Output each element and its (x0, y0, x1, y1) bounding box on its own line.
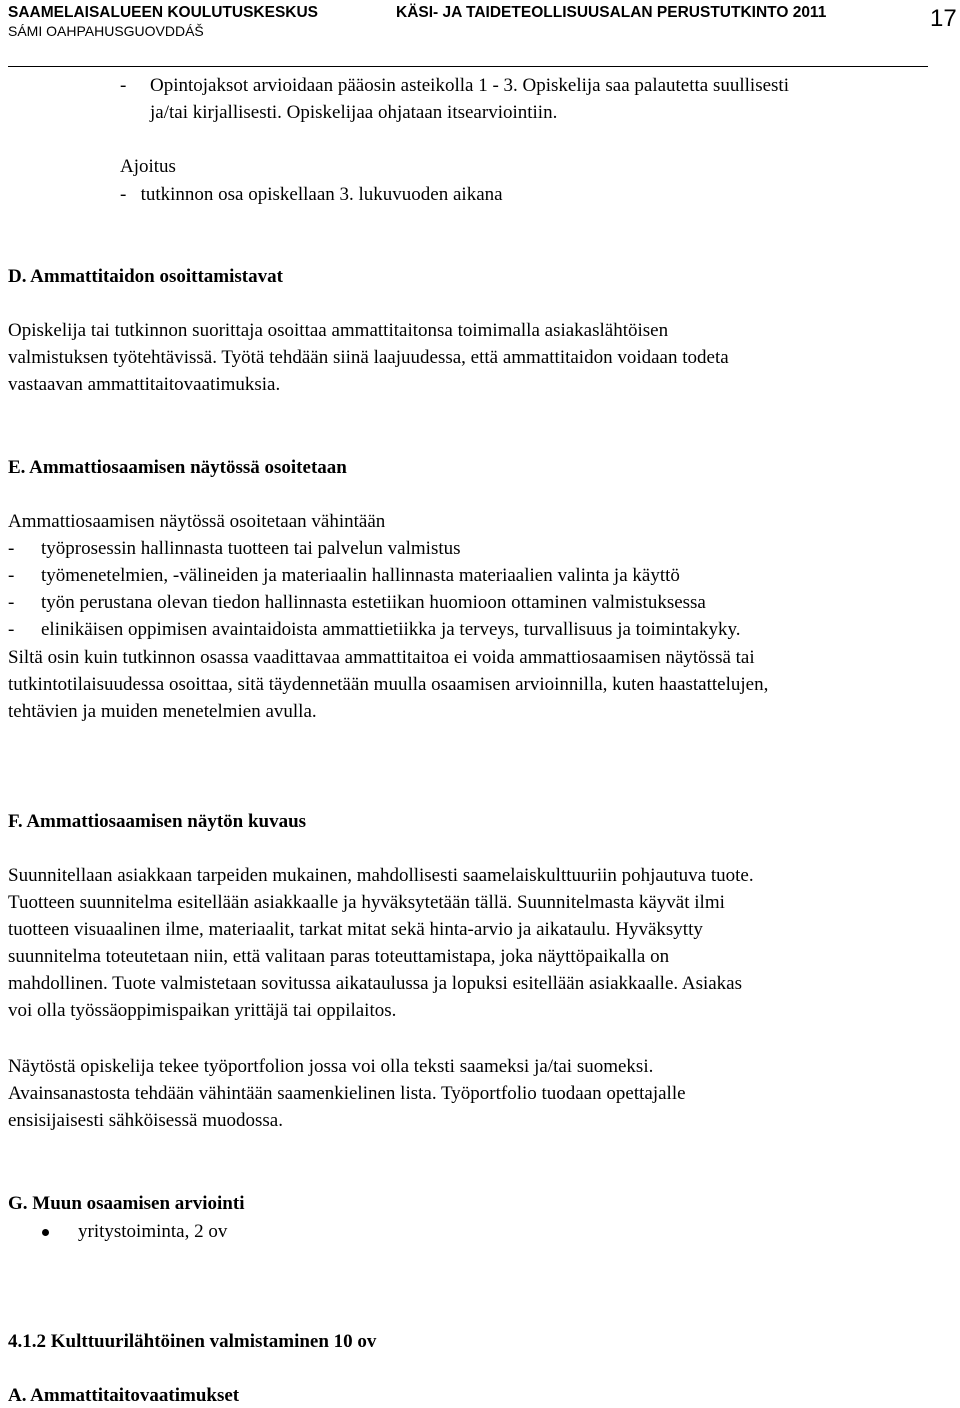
section-e-item: työprosessin hallinnasta tuotteen tai palvelun valmistus (41, 538, 461, 559)
bullet-icon (42, 1229, 49, 1236)
list-dash: - (8, 592, 15, 613)
section-e-closing: Siltä osin kuin tutkinnon osassa vaadittavaa ammattitaitoa ei voida ammattiosaamisen näytössä tai (8, 647, 755, 668)
section-d-line: vastaavan ammattitaitovaatimuksia. (8, 374, 281, 395)
list-dash: - (8, 619, 15, 640)
section-f-line: mahdollinen. Tuote valmistetaan sovitussa aikataulussa ja lopuksi esitellään asiakkaalle. Asiakas (8, 973, 742, 994)
section-e-closing: tehtävien ja muiden menetelmien avulla. (8, 701, 317, 722)
section-f-line: tuotteen visuaalinen ilme, materiaalit, tarkat mitat sekä hinta-arvio ja aikataulu. Hyväksytty (8, 919, 703, 940)
section-g-bullet: yritystoiminta, 2 ov (78, 1221, 228, 1242)
header-divider (8, 66, 928, 67)
degree-title: KÄSI- JA TAIDETEOLLISUUSALAN PERUSTUTKINTO 2011 (396, 4, 827, 21)
section-f-line: Avainsanastosta tehdään vähintään saamenkielinen lista. Työportfolio tuodaan opettajalle (8, 1083, 686, 1104)
intro-line-1: Opintojaksot arvioidaan pääosin asteikolla 1 - 3. Opiskelija saa palautetta suullisesti (150, 75, 789, 96)
section-e-item: työn perustana olevan tiedon hallinnasta estetiikan huomioon ottaminen valmistuksessa (41, 592, 706, 613)
section-e-intro: Ammattiosaamisen näytössä osoitetaan vähintään (8, 511, 386, 532)
intro-line-2: ja/tai kirjallisesti. Opiskelijaa ohjataan itsearviointiin. (150, 102, 558, 123)
section-e-heading: E. Ammattiosaamisen näytössä osoitetaan (8, 457, 347, 478)
section-e-item: elinikäisen oppimisen avaintaidoista ammattietiikka ja terveys, turvallisuus ja toimintakyky. (41, 619, 741, 640)
section-f-line: Tuotteen suunnitelma esitellään asiakkaalle ja hyväksytetään tällä. Suunnitelmasta käyvät ilmi (8, 892, 725, 913)
intro-dash: - (120, 75, 127, 96)
org-name-sami: SÁMI OAHPAHUSGUOVDDÁŠ (8, 23, 204, 39)
page-number: 17 (930, 5, 957, 32)
unit-subheading: A. Ammattitaitovaatimukset (8, 1385, 240, 1406)
section-d-heading: D. Ammattitaidon osoittamistavat (8, 266, 283, 287)
list-dash: - (8, 565, 15, 586)
section-d-line: Opiskelija tai tutkinnon suorittaja osoittaa ammattitaitonsa toimimalla asiakaslähtöisen (8, 320, 669, 341)
list-dash: - (8, 538, 15, 559)
section-e-item: työmenetelmien, -välineiden ja materiaalin hallinnasta materiaalien valinta ja käyttö (41, 565, 680, 586)
section-f-line: ensisijaisesti sähköisessä muodossa. (8, 1110, 283, 1131)
section-f-line: suunnitelma toteutetaan niin, että valitaan paras toteuttamistapa, joka näyttöpaikalla on (8, 946, 670, 967)
unit-heading: 4.1.2 Kulttuurilähtöinen valmistaminen 10 ov (8, 1331, 377, 1352)
timing-heading: Ajoitus (120, 156, 176, 177)
org-name: SAAMELAISALUEEN KOULUTUSKESKUS (8, 4, 319, 21)
section-d-line: valmistuksen työtehtävissä. Työtä tehdään siinä laajuudessa, että ammattitaidon voidaan todeta (8, 347, 729, 368)
section-f-heading: F. Ammattiosaamisen näytön kuvaus (8, 811, 307, 832)
section-e-closing: tutkintotilaisuudessa osoittaa, sitä täydennetään muulla osaamisen arvioinnilla, kuten haastattelujen, (8, 674, 769, 695)
section-f-line: Näytöstä opiskelija tekee työportfolion jossa voi olla teksti saameksi ja/tai suomeksi. (8, 1056, 654, 1077)
section-g-heading: G. Muun osaamisen arviointi (8, 1193, 245, 1214)
section-f-line: voi olla työssäoppimispaikan yrittäjä tai oppilaitos. (8, 1000, 397, 1021)
timing-item: - tutkinnon osa opiskellaan 3. lukuvuoden aikana (120, 184, 503, 205)
section-f-line: Suunnitellaan asiakkaan tarpeiden mukainen, mahdollisesti saamelaiskulttuuriin pohjautuva tuote. (8, 865, 754, 886)
